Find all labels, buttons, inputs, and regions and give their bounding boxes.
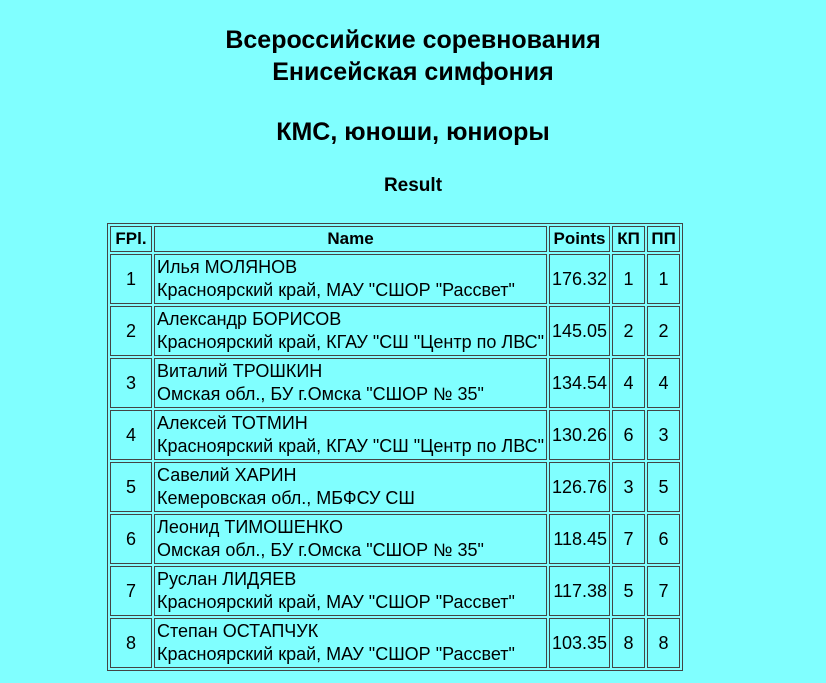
kp-cell: 4 [612, 358, 645, 408]
results-table [107, 223, 683, 671]
athlete-club: Красноярский край, МАУ "СШОР "Рассвет" [157, 644, 515, 664]
kp-cell: 7 [612, 514, 645, 564]
athlete-cell [154, 618, 547, 668]
athlete-name: Александр БОРИСОВ [157, 309, 342, 329]
place-cell: 8 [110, 618, 152, 668]
athlete-name: Степан ОСТАПЧУК [157, 621, 319, 641]
results-table-wrapper [107, 223, 683, 671]
athlete-club: Красноярский край, МАУ "СШОР "Рассвет" [157, 592, 515, 612]
kp-cell: 2 [612, 306, 645, 356]
athlete-club: Красноярский край, КГАУ "СШ "Центр по ЛВС" [157, 436, 544, 456]
pp-cell: 4 [647, 358, 680, 408]
athlete-cell [154, 514, 547, 564]
athlete-cell [154, 462, 547, 512]
pp-cell: 3 [647, 410, 680, 460]
pp-cell: 7 [647, 566, 680, 616]
table-row [110, 462, 680, 512]
athlete-name: Савелий ХАРИН [157, 465, 297, 485]
table-header-row [110, 226, 680, 252]
place-cell: 3 [110, 358, 152, 408]
athlete-club: Омская обл., БУ г.Омска "СШОР № 35" [157, 384, 484, 404]
kp-cell: 3 [612, 462, 645, 512]
athlete-name: Илья МОЛЯНОВ [157, 257, 298, 277]
points-cell: 117.38 [549, 566, 610, 616]
place-cell: 4 [110, 410, 152, 460]
points-cell: 145.05 [549, 306, 610, 356]
kp-cell: 5 [612, 566, 645, 616]
athlete-name: Виталий ТРОШКИН [157, 361, 323, 381]
table-row [110, 358, 680, 408]
athlete-name: Руслан ЛИДЯЕВ [157, 569, 297, 589]
athlete-club: Кемеровская обл., МБФСУ СШ [157, 488, 415, 508]
event-title-line2: Енисейская симфония [272, 58, 554, 86]
pp-cell: 6 [647, 514, 680, 564]
points-cell: 176.32 [549, 254, 610, 304]
table-row [110, 618, 680, 668]
athlete-cell [154, 358, 547, 408]
table-row [110, 566, 680, 616]
athlete-name: Алексей ТОТМИН [157, 413, 308, 433]
points-cell: 130.26 [549, 410, 610, 460]
athlete-cell [154, 306, 547, 356]
column-header-pp: ПП [647, 226, 680, 252]
kp-cell: 1 [612, 254, 645, 304]
athlete-cell [154, 254, 547, 304]
column-header-kp: КП [612, 226, 645, 252]
athlete-name: Леонид ТИМОШЕНКО [157, 517, 344, 537]
points-cell: 118.45 [549, 514, 610, 564]
athlete-cell [154, 410, 547, 460]
place-cell: 6 [110, 514, 152, 564]
athlete-club: Омская обл., БУ г.Омска "СШОР № 35" [157, 540, 484, 560]
points-cell: 134.54 [549, 358, 610, 408]
points-cell: 103.35 [549, 618, 610, 668]
points-cell: 126.76 [549, 462, 610, 512]
pp-cell: 1 [647, 254, 680, 304]
table-row [110, 306, 680, 356]
pp-cell: 5 [647, 462, 680, 512]
section-title: Result [383, 175, 443, 196]
column-header-points: Points [549, 226, 610, 252]
table-row [110, 410, 680, 460]
athlete-club: Красноярский край, КГАУ "СШ "Центр по ЛВС" [157, 332, 544, 352]
place-cell: 2 [110, 306, 152, 356]
table-row [110, 514, 680, 564]
athlete-club: Красноярский край, МАУ "СШОР "Рассвет" [157, 280, 515, 300]
column-header-place: FPl. [110, 226, 152, 252]
event-title-line1: Всероссийские соревнования [225, 26, 601, 54]
table-row [110, 254, 680, 304]
pp-cell: 2 [647, 306, 680, 356]
kp-cell: 8 [612, 618, 645, 668]
column-header-name: Name [154, 226, 547, 252]
pp-cell: 8 [647, 618, 680, 668]
athlete-cell [154, 566, 547, 616]
place-cell: 1 [110, 254, 152, 304]
place-cell: 5 [110, 462, 152, 512]
table-body [110, 254, 680, 668]
category-title: КМС, юноши, юниоры [276, 118, 550, 146]
place-cell: 7 [110, 566, 152, 616]
kp-cell: 6 [612, 410, 645, 460]
